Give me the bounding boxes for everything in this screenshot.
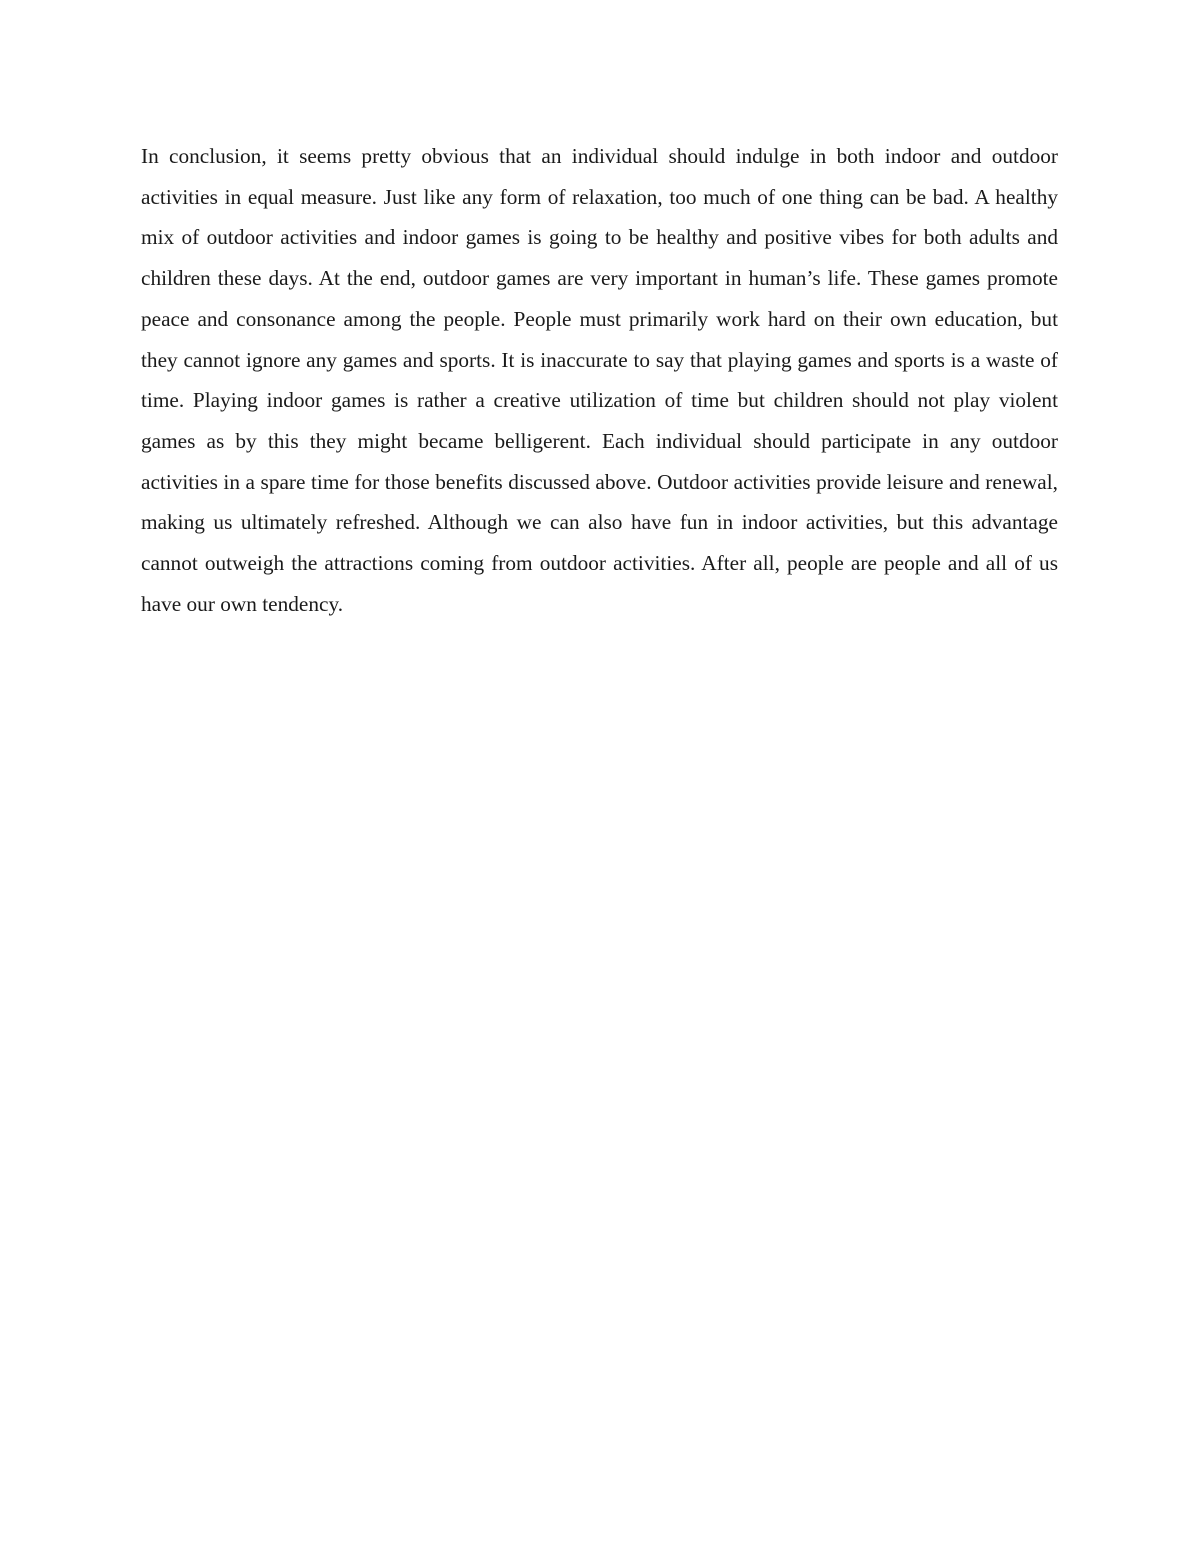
- conclusion-paragraph: In conclusion, it seems pretty obvious that an individual should indulge in both indoor and outdoor activities in equal measure. Just like any form of relaxation, too much of one thing can be bad. A healthy mix of outdoor activities and indoor games is going to be healthy and positive vibes for both adults and children these days. At the end, outdoor games are very important in human’s life. These games promote peace and consonance among the people. People must primarily work hard on their own education, but they cannot ignore any games and sports. It is inaccurate to say that playing games and sports is a waste of time. Playing indoor games is rather a creative utilization of time but children should not play violent games as by this they might became belligerent. Each individual should participate in any outdoor activities in a spare time for those benefits discussed above. Outdoor activities provide leisure and renewal, making us ultimately refreshed. Although we can also have fun in indoor activities, but this advantage cannot outweigh the attractions coming from outdoor activities. After all, people are people and all of us have our own tendency.: [141, 144, 1058, 616]
